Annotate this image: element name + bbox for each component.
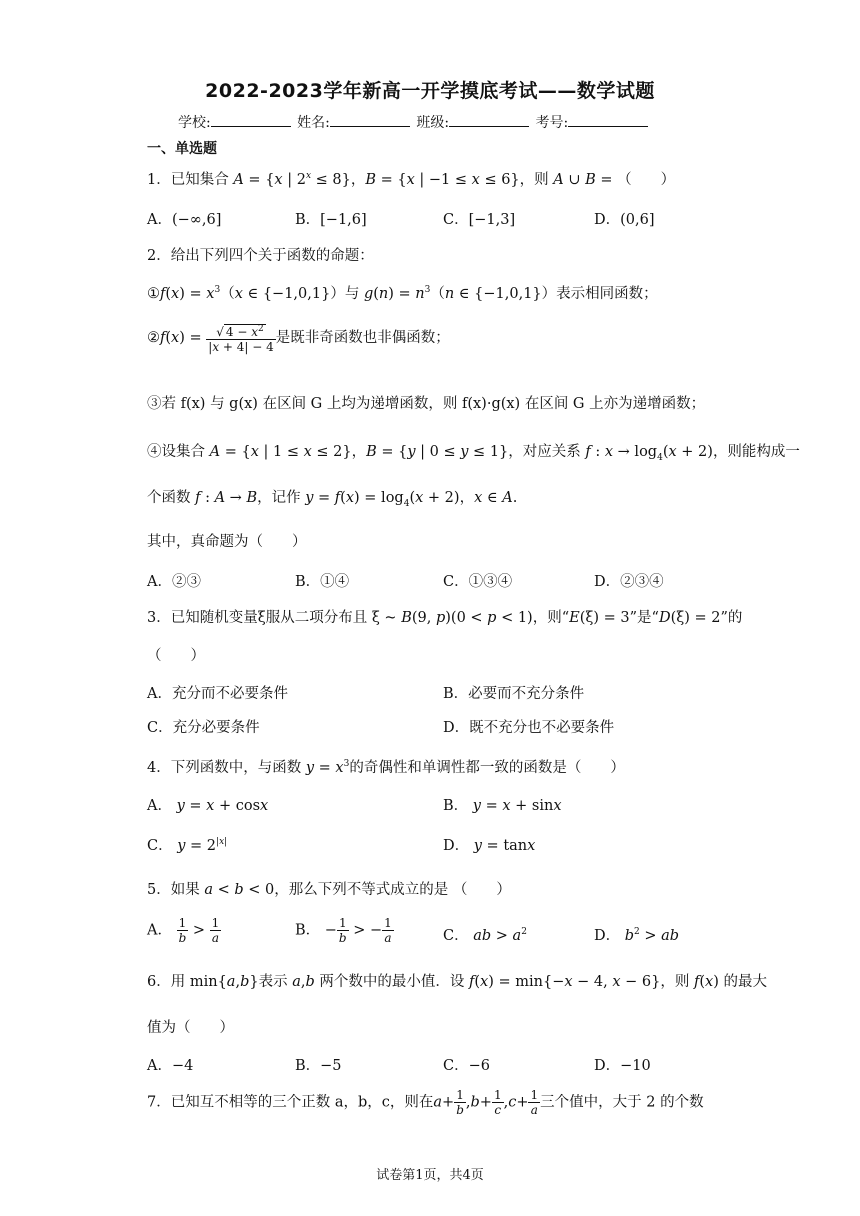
q7-text-a: 7．已知互不相等的三个正数 a，b，c，则在 [147,1094,434,1111]
question-4-stem: 4．下列函数中，与函数 $y = x^3$的奇偶性和单调性都一致的函数是（ ） [147,759,625,776]
q5-option-c: C． ab > $a^2$ [443,927,527,944]
q6-option-d: D．−10 [594,1058,651,1074]
q4-option-c-label: C． [147,838,173,854]
q4-option-c: C． $y = 2^{|x|}$ [147,837,228,854]
q2-proposition-3: ③若 f(x) 与 g(x) 在区间 G 上均为递增函数，则 f(x)·g(x) 在区间 G 上亦为递增函数； [147,396,706,412]
q6-option-b: B．−5 [295,1058,342,1074]
p4-text-c: ，则能构成一 [712,444,800,460]
q6-option-c: C．−6 [443,1058,490,1074]
q4-option-a: A． y = x + cosx [147,798,269,814]
q1-text-a: 1．已知集合 [147,172,229,188]
q2-ask: 其中，真命题为（ ） [147,534,307,550]
question-2-stem: 2．给出下列四个关于函数的命题： [147,248,374,264]
q3-text-d: ”的 [720,610,743,626]
p1-text-c: 表示相同函数； [556,286,658,302]
name-blank [330,112,410,127]
p4-text-e: ，记作 [257,490,301,506]
q1-option-c: C．[−1,3] [443,212,516,228]
p4-text-d: 个函数 [147,490,191,506]
name-label: 姓名: [297,115,330,131]
q5-text-b: ，那么下列不等式成立的是 （ ） [274,882,511,898]
student-info-line [178,112,650,132]
q6-text-e: 的最大 [723,974,767,990]
q4-text-b: 的奇偶性和单调性都一致的函数是（ ） [349,760,625,776]
q1-option-b: B．[−1,6] [295,212,367,228]
q3-option-a: A．充分而不必要条件 [147,686,288,702]
q2-proposition-2: ②f(x) = $\frac{√ 4 - x^2}{|x + 4| - 4}$ 是既非奇函数也非偶函数； [147,324,450,354]
q1-text-c: （ ） [617,172,676,188]
page-title: 2022-2023学年新高一开学摸底考试——数学试题 [205,80,655,102]
question-3-stem: 3．已知随机变量ξ服从二项分布且 ξ ~ B(9, p)(0 < p < 1)，则“E(ξ) = 3”是“D(ξ) = 2”的 [147,610,743,626]
q2-option-c: C．①③④ [443,574,513,590]
exam-no-label: 考号: [535,115,569,131]
q6-text-c: 两个数中的最小值．设 [319,974,465,990]
q2-option-d: D．②③④ [594,574,664,590]
q3-option-c: C．充分必要条件 [147,720,260,736]
q6-text-d: ，则 [660,974,690,990]
p2-text-b: 是既非奇函数也非偶函数； [275,330,450,346]
q3-paren: （ ） [147,648,205,664]
p4-text-a: ④设集合 [147,444,205,460]
p2-mark: ② [147,330,160,346]
q6-text-a: 6．用 [147,974,186,990]
p1-text-b: 与 [344,286,360,302]
q5-option-b-label: B． [295,922,321,939]
question-1-stem: 1．已知集合 A = {x | $2^x \le 8$}，B = {x | −1 ≤ x ≤ 6}，则 A ∪ B = （ ） [147,171,676,188]
q3-option-d: D．既不充分也不必要条件 [443,720,615,736]
p1-mark: ① [147,286,160,302]
q4-text-a: 4．下列函数中，与函数 [147,760,302,776]
q5-option-a-label: A． [147,922,172,939]
exam-no-blank [568,112,648,127]
p4-text-b: ，对应关系 [508,444,581,460]
q5-option-b: B． − $\frac{1}{b}$ > − $\frac{1}{a}$ [295,916,392,945]
q4-option-d-label: D． [443,838,470,854]
q3-text-c: ”是“ [629,610,659,626]
q3-text-a: 3．已知随机变量ξ服从二项分布且 [147,610,368,626]
q5-option-d: D． $b^2$ > ab [594,927,680,944]
q2-proposition-4-cont: 个函数 f : A → B，记作 $y = f(x) = \log_4(x + 2)$，x ∈ A. [147,490,518,509]
q2-proposition-1: ①f(x) = $x^3(x$ ∈ {−1,0,1}）与 $g(n) = n^3(n$ ∈ {−1,0,1}）表示相同函数； [147,285,658,302]
q5-option-d-label: D． [594,928,621,944]
q4-option-b-label: B． [443,798,469,814]
question-6-stem: 6．用 min{a,b}表示 a,b 两个数中的最小值．设 f(x) = min{−x − 4, x − 6}，则 f(x) 的最大 [147,974,767,990]
section-heading: 一、单选题 [147,141,217,157]
q6-option-a: A．−4 [147,1058,194,1074]
q5-option-a: A． $\frac{1}{b}$ > $\frac{1}{a}$ [147,916,220,945]
q2-option-a: A．②③ [147,574,201,590]
q5-text-a: 5．如果 [147,882,200,898]
question-7-stem: 7．已知互不相等的三个正数 a，b，c，则在a+ $\frac{1}{b}$ ,b+ $\frac{1}{c}$ ,c+ $\frac{1}{a}$ 三个值中，大于 2 的个数 [147,1088,704,1117]
q3-option-b: B．必要而不充分条件 [443,686,585,702]
class-label: 班级: [416,115,450,131]
q6-cont: 值为（ ） [147,1020,234,1036]
q4-option-a-label: A． [147,798,172,814]
q3-text-b: ，则“ [532,610,570,626]
q6-text-b: 表示 [258,974,288,990]
class-blank [449,112,529,127]
q5-option-c-label: C． [443,928,469,944]
q4-option-b: B． y = x + sinx [443,798,562,814]
q1-option-a: A．(−∞,6] [147,212,222,228]
q1-text-b: ，则 [519,172,549,188]
school-blank [211,112,291,127]
school-label: 学校: [178,115,211,131]
q2-proposition-4: ④设集合 A = {x | 1 ≤ x ≤ 2}，B = {y | 0 ≤ y ≤ 1}，对应关系 f : $x \to \log_4(x + 2)$，则能构成一 [147,444,800,463]
q2-option-b: B．①④ [295,574,350,590]
page-footer: 试卷第1页，共4页 [376,1168,484,1183]
question-5-stem: 5．如果 a < b < 0，那么下列不等式成立的是 （ ） [147,882,511,898]
q7-text-b: 三个值中，大于 2 的个数 [540,1094,704,1111]
q1-option-d: D．(0,6] [594,212,655,228]
q4-option-d: D． y = tanx [443,838,536,854]
